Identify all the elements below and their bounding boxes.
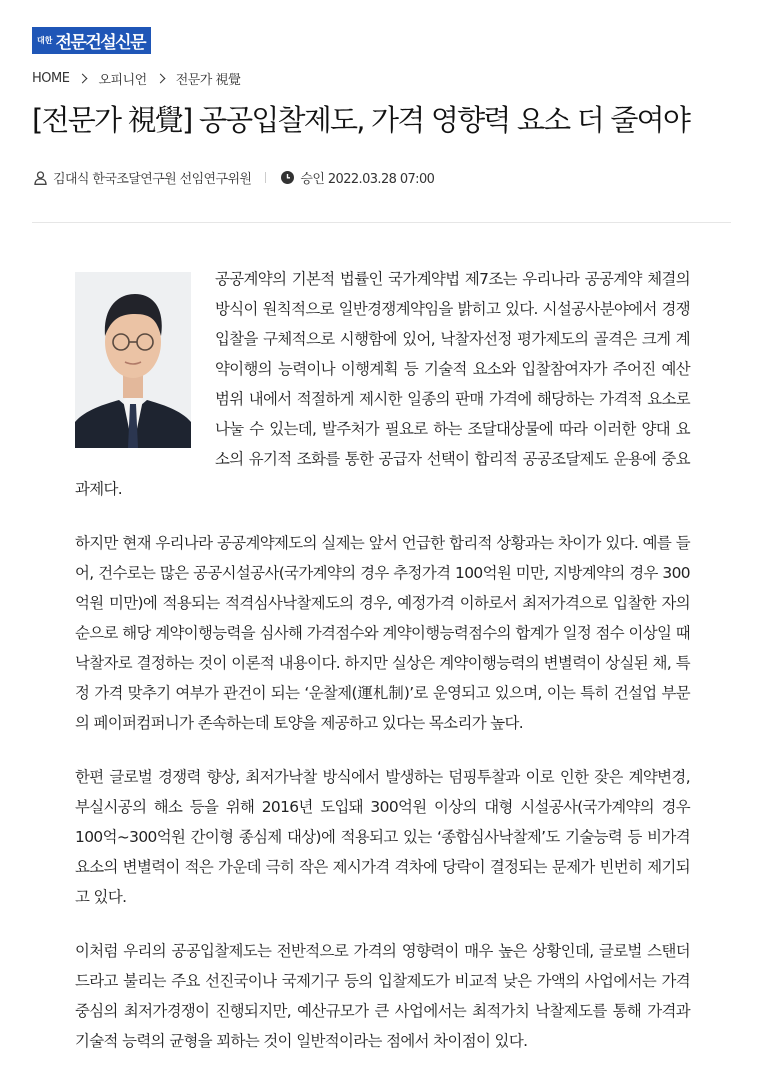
- article-paragraph: 공공계약의 기본적 법률인 국가계약법 제7조는 우리나라 공공계약 체결의 방식이 원칙적으로 일반경쟁계약임을 밝히고 있다. 시설공사분야에서 경쟁입찰을 구체적으로 시행함에 있어, 낙찰자선정 평가제도의 골격은 크게 계약이행의 능력이나 이행계획 등 기술적 요소와 입찰참여자가 주어진 예산 범위 내에서 적절하게 제시한 일종의 판매 가격에 해당하는 가격적 요소로 나눌 수 있는데, 발주처가 필요로 하는 조달대상물에 따라 이러한 양대 요소의 유기적 조화를 통한 공급자 선택이 합리적 공공조달제도 운용에 중요 과제다.: [75, 270, 690, 498]
- article-meta: [34, 168, 434, 187]
- breadcrumb: [32, 69, 241, 88]
- article-body: [75, 264, 690, 1080]
- header-divider: [32, 222, 731, 223]
- publish-date: 승인 2022.03.28 07:00: [300, 172, 435, 187]
- site-logo[interactable]: [32, 27, 151, 54]
- meta-divider: [265, 172, 266, 183]
- author-byline: 김대식 한국조달연구원 선임연구위원: [53, 172, 252, 187]
- clock-icon: [281, 171, 294, 184]
- person-icon: [34, 171, 47, 185]
- breadcrumb-home[interactable]: HOME: [32, 71, 70, 86]
- logo-prefix: 대한: [37, 36, 53, 45]
- breadcrumb-section[interactable]: 오피니언: [98, 73, 147, 88]
- chevron-right-icon: [78, 74, 88, 84]
- article-paragraph: 한편 글로벌 경쟁력 향상, 최저가낙찰 방식에서 발생하는 덤핑투찰과 이로 인한 잦은 계약변경, 부실시공의 해소 등을 위해 2016년 도입돼 300억원 이상의 대형 시설공사(국가계약의 경우 100억~300억원 간이형 종심제 대상)에 적용되고 있는 ‘종합심사낙찰제’도 기술능력 등 비가격 요소의 변별력이 적은 가운데 극히 작은 제시가격 격차에 당락이 결정되는 문제가 빈번히 제기되고 있다.: [75, 768, 690, 906]
- breadcrumb-column[interactable]: 전문가 視覺: [175, 73, 241, 88]
- chevron-right-icon: [155, 74, 165, 84]
- article-paragraph: 하지만 현재 우리나라 공공계약제도의 실제는 앞서 언급한 합리적 상황과는 차이가 있다. 예를 들어, 건수로는 많은 공공시설공사(국가계약의 경우 추정가격 100억원 미만, 지방계약의 경우 300억원 미만)에 적용되는 적격심사낙찰제도의 경우, 예정가격 이하로서 최저가격으로 입찰한 자의 순으로 해당 계약이행능력을 심사해 가격점수와 계약이행능력점수의 합계가 일정 점수 이상일 때 낙찰자로 결정하는 것이 이론적 내용이다. 하지만 실상은 계약이행능력의 변별력이 상실된 채, 특정 가격 맞추기 여부가 관건이 되는 ‘운찰제(運札制)’로 운영되고 있으며, 이는 특히 건설업 부문의 페이퍼컴퍼니가 존속하는데 토양을 제공하고 있다는 목소리가 높다.: [75, 534, 690, 732]
- author-photo: [75, 272, 191, 448]
- article-paragraph: 이처럼 우리의 공공입찰제도는 전반적으로 가격의 영향력이 매우 높은 상황인데, 글로벌 스탠더드라고 불리는 주요 선진국이나 국제기구 등의 입찰제도가 비교적 낮은 가액의 사업에서는 가격 중심의 최저가경쟁이 진행되지만, 예산규모가 큰 사업에서는 최적가치 낙찰제도를 통해 가격과 기술적 능력의 균형을 꾀하는 것이 일반적이라는 점에서 차이점이 있다.: [75, 942, 690, 1050]
- article-title: [전문가 視覺] 공공입찰제도, 가격 영향력 요소 더 줄여야: [32, 103, 690, 137]
- logo-name: 전문건설신문: [55, 33, 146, 53]
